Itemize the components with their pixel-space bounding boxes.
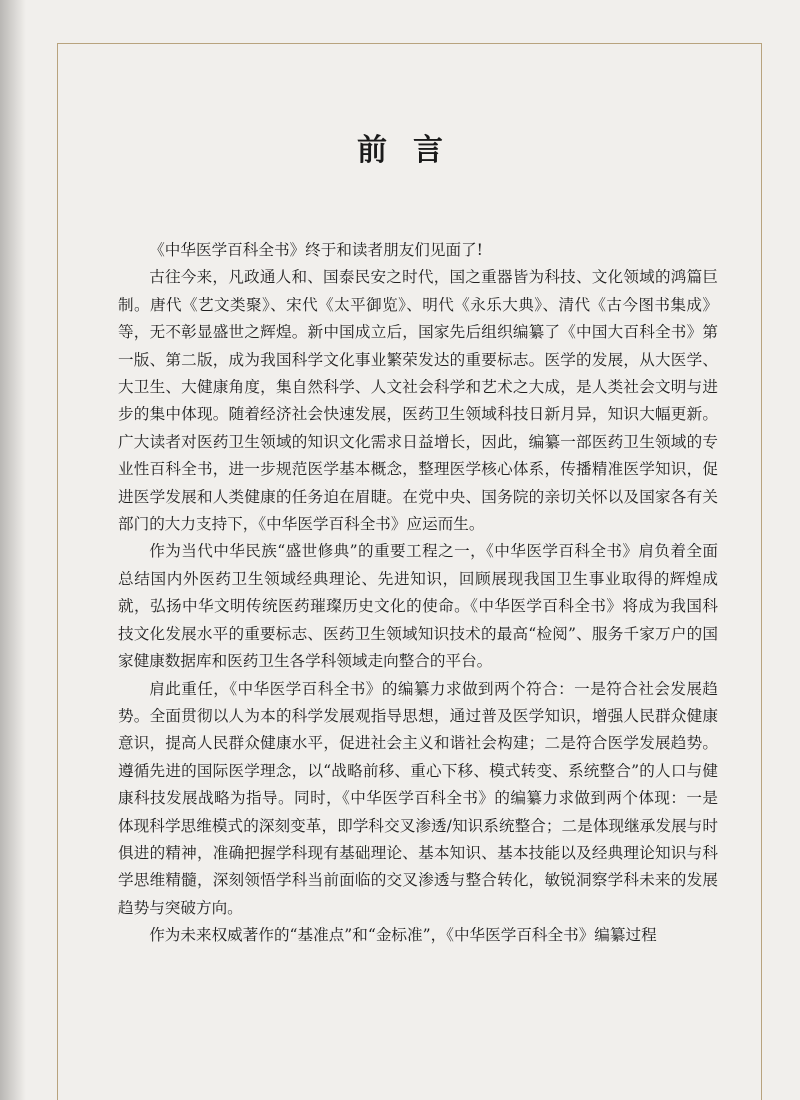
paragraph-2: 古往今来，凡政通人和、国泰民安之时代，国之重器皆为科技、文化领域的鸿篇巨制。唐代《艺文类聚》、宋代《太平御览》、明代《永乐大典》、清代《古今图书集成》等，无不彰显盛世之辉煌。新中国成立后，国家先后组织编纂了《中国大百科全书》第一版、第二版，成为我国科学文化事业繁荣发达的重要标志。医学的发展，从大医学、大卫生、大健康角度，集自然科学、人文社会科学和艺术之大成，是人类社会文明与进步的集中体现。随着经济社会快速发展，医药卫生领域科技日新月异，知识大幅更新。广大读者对医药卫生领域的知识文化需求日益增长，因此，编纂一部医药卫生领域的专业性百科全书，进一步规范医学基本概念，整理医学核心体系，传播精准医学知识，促进医学发展和人类健康的任务迫在眉睫。在党中央、国务院的亲切关怀以及国家各有关部门的大力支持下，《中华医学百科全书》应运而生。 <box>118 268 718 534</box>
preface-body <box>118 237 718 950</box>
paragraph-4: 肩此重任，《中华医学百科全书》的编纂力求做到两个符合：一是符合社会发展趋势。全面贯彻以人为本的科学发展观指导思想，通过普及医学知识，增强人民群众健康意识，提高人民群众健康水平，促进社会主义和谐社会构建；二是符合医学发展趋势。遵循先进的国际医学理念，以“战略前移、重心下移、模式转变、系统整合”的人口与健康科技发展战略为指导。同时，《中华医学百科全书》的编纂力求做到两个体现：一是体现科学思维模式的深刻变革，即学科交叉渗透/知识系统整合；二是体现继承发展与时俱进的精神，准确把握学科现有基础理论、基本知识、基本技能以及经典理论知识与科学思维精髓，深刻领悟学科当前面临的交叉渗透与整合转化，敏锐洞察学科未来的发展趋势与突破方向。 <box>118 679 718 917</box>
page-title: 前言 <box>357 133 469 168</box>
paragraph-1: 《中华医学百科全书》终于和读者朋友们见面了! <box>149 241 483 259</box>
paragraph-3: 作为当代中华民族“盛世修典”的重要工程之一，《中华医学百科全书》肩负着全面总结国内外医药卫生领域经典理论、先进知识，回顾展现我国卫生事业取得的辉煌成就，弘扬中华文明传统医药璀璨历史文化的使命。《中华医学百科全书》将成为我国科技文化发展水平的重要标志、医药卫生领域知识技术的最高“检阅”、服务千家万户的国家健康数据库和医药卫生各学科领域走向整合的平台。 <box>118 542 718 671</box>
paragraph-5: 作为未来权威著作的“基准点”和“金标准”，《中华医学百科全书》编纂过程 <box>149 926 657 945</box>
